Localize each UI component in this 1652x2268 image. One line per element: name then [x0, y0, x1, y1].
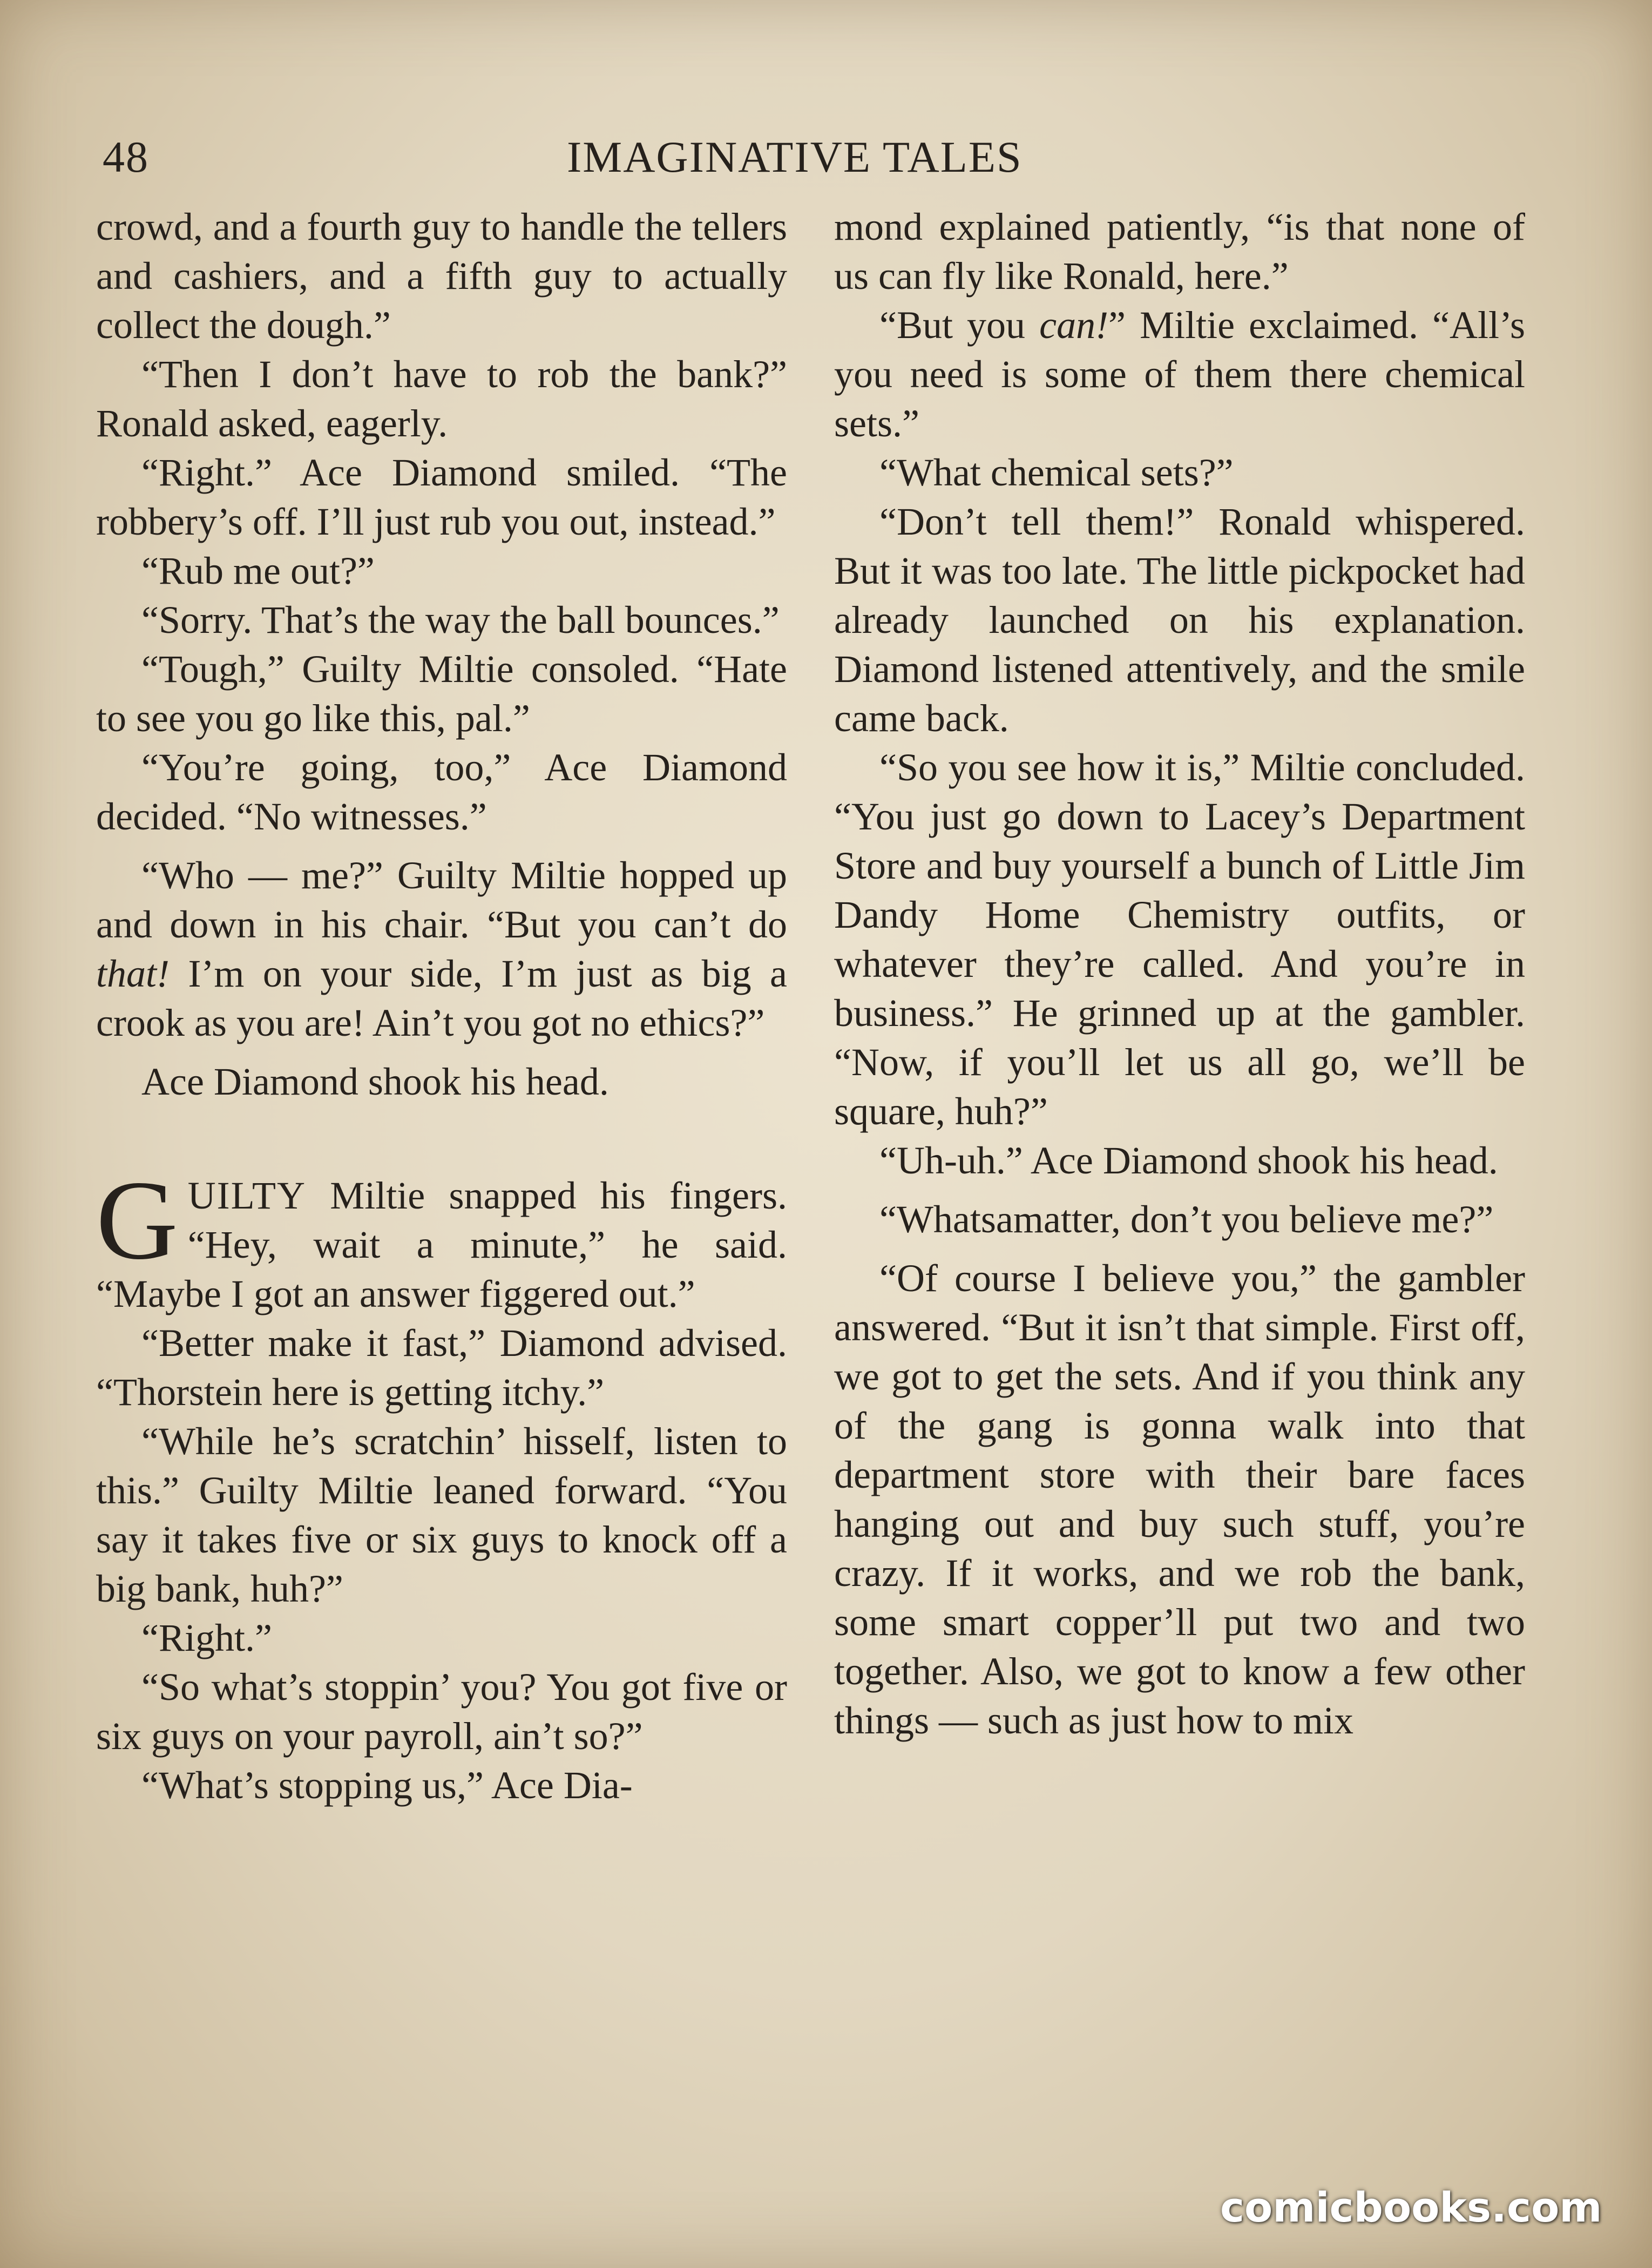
paragraph: “While he’s scratchin’ hisself, listen to this.” Guilty Miltie leaned forward. “You say it takes five or six guys to knock off a big bank, huh?” [96, 1420, 787, 1610]
page-number: 48 [103, 132, 149, 181]
paragraph-text: I’m on your side, I’m just as big a crook as you are! Ain’t you got no ethics?” [96, 952, 787, 1044]
paragraph: “So you see how it is,” Miltie concluded. “You just go down to Lacey’s Department Store and buy yourself a bunch of Little Jim Dandy Home Chemistry outfits, or whatever they’re called. And you’re in business.” He grinned up at the gambler. “Now, if you’ll let us all go, we’ll be square, huh?” [834, 746, 1525, 1133]
paragraph [834, 301, 1525, 448]
right-column [834, 202, 1525, 1745]
paragraph: Ace Diamond shook his head. [141, 1060, 609, 1103]
source-watermark: comicbooks.com [1220, 2183, 1602, 2231]
paragraph: crowd, and a fourth guy to handle the tellers and cashiers, and a fifth guy to actually collect the dough.” [96, 205, 787, 347]
paragraph: “Right.” [141, 1616, 272, 1659]
paragraph: “You’re going, too,” Ace Diamond decided. “No witnesses.” [96, 746, 787, 838]
section-opening-paragraph [96, 1158, 787, 1319]
emphasis-text: that! [96, 952, 170, 995]
paragraph: mond explained patiently, “is that none of us can fly like Ronald, here.” [834, 205, 1525, 298]
paragraph: “Of course I believe you,” the gambler answered. “But it isn’t that simple. First off, we got to get the sets. And if you think any of the gang is gonna walk into that department store with their bare faces hanging out and buy such stuff, you’re crazy. If it works, and we rob the bank, some smart copper’ll put two and two together. Also, we got to know a few other things — such as just how to mix [834, 1257, 1525, 1742]
paragraph [96, 851, 787, 1048]
journal-title: IMAGINATIVE TALES [567, 132, 1023, 181]
paragraph: “Whatsamatter, don’t you believe me?” [879, 1198, 1494, 1241]
running-header [103, 127, 1560, 187]
paragraph: “Better make it fast,” Diamond advised. “Thorstein here is getting itchy.” [96, 1321, 787, 1414]
paragraph: “Don’t tell them!” Ronald whispered. But it was too late. The little pickpocket had already launched on his explanation. Diamond listened attentively, and the smile came back. [834, 500, 1525, 740]
paragraph-text: Miltie snapped his fingers. “Hey, wait a minute,” he said. “Maybe I got an answer figgered out.” [96, 1174, 787, 1315]
emphasis-text: can! [1039, 303, 1109, 347]
paragraph: “So what’s stoppin’ you? You got five or six guys on your payroll, ain’t so?” [96, 1665, 787, 1758]
paragraph: “Uh-uh.” Ace Diamond shook his head. [879, 1139, 1498, 1182]
paragraph-text: “But you [879, 303, 1040, 347]
paragraph: “Tough,” Guilty Miltie consoled. “Hate to see you go like this, pal.” [96, 647, 787, 740]
section-caps: UILTY [187, 1174, 306, 1217]
paragraph-text: “Who — me?” Guilty Miltie hopped up and down in his chair. “But you can’t do [96, 854, 787, 946]
paragraph: “What’s stopping us,” Ace Dia- [141, 1764, 633, 1807]
paragraph: “What chemical sets?” [879, 451, 1234, 494]
drop-cap: G [96, 1158, 178, 1283]
paragraph: “Sorry. That’s the way the ball bounces.” [141, 598, 780, 642]
paragraph: “Then I don’t have to rob the bank?” Ronald asked, eagerly. [96, 353, 787, 445]
paragraph: “Right.” Ace Diamond smiled. “The robbery’s off. I’ll just rub you out, instead.” [96, 451, 787, 543]
left-column [96, 202, 787, 1810]
paragraph-text: ” Miltie exclaimed. “All’s you need is some of them there chemical sets.” [834, 303, 1525, 445]
paragraph: “Rub me out?” [141, 549, 375, 592]
